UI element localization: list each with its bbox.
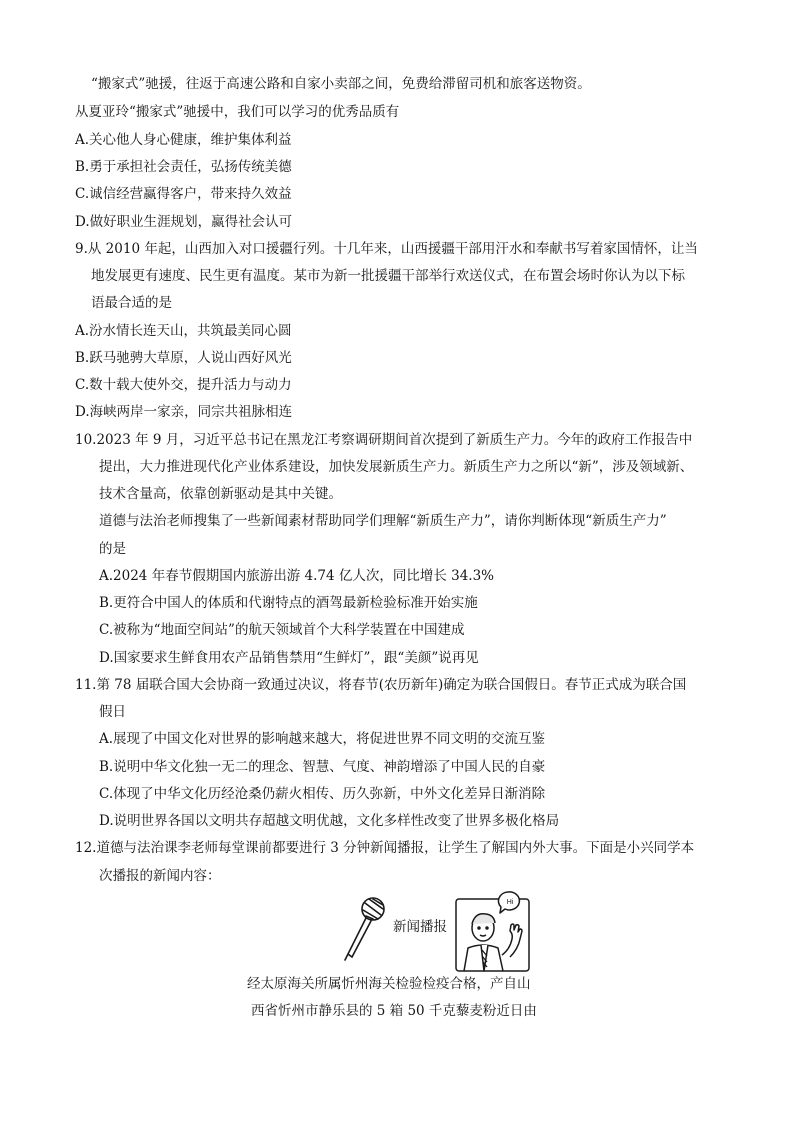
q12-news-line-2: 西省忻州市静乐县的 5 箱 50 千克藜麦粉近日由 <box>251 1003 537 1019</box>
news-broadcast-caption: 新闻播报 <box>393 919 447 935</box>
q11-option-d: D.说明世界各国以文明共存超越文明优越，文化多样性改变了世界多极化格局 <box>99 813 560 829</box>
q9-stem-line-3: 语最合适的是 <box>91 295 172 311</box>
q10-stem-line-4: 道德与法治老师搜集了一些新闻素材帮助同学们理解“新质生产力”，请你判断体现“新质生产力” <box>99 513 667 529</box>
q11-option-c: C.体现了中华文化历经沧桑仍薪火相传、历久弥新，中外文化差异日渐消除 <box>99 786 546 802</box>
q9-option-a: A.汾水情长连天山，共筑最美同心圆 <box>75 323 292 339</box>
q8-option-d: D.做好职业生涯规划，赢得社会认可 <box>75 214 293 230</box>
q8-option-a: A.关心他人身心健康，维护集体利益 <box>75 132 292 148</box>
reporter-screen-icon <box>456 892 529 971</box>
q9-option-b: B.跃马驰骋大草原，人说山西好风光 <box>75 350 292 366</box>
q11-option-a: A.展现了中国文化对世界的影响越来越大，将促进世界不同文明的交流互鉴 <box>99 731 546 747</box>
q10-stem-line-2: 提出，大力推进现代化产业体系建设，加快发展新质生产力。新质生产力之所以“新”，涉及领域新、 <box>99 459 694 475</box>
q11-option-b: B.说明中华文化独一无二的理念、智慧、气度、神韵增添了中国人民的自豪 <box>99 759 546 775</box>
q10-stem-line-5: 的是 <box>99 541 126 557</box>
q12-news-line-1: 经太原海关所属忻州海关检验检疫合格，产自山 <box>247 976 531 992</box>
q11-stem-line-1: 11.第 78 届联合国大会协商一致通过决议，将春节(农历新年)确定为联合国假日。春节正式成为联合国 <box>75 677 687 693</box>
q11-stem-line-2: 假日 <box>99 704 126 720</box>
q10-option-a: A.2024 年春节假期国内旅游出游 4.74 亿人次，同比增长 34.3% <box>99 568 495 584</box>
q9-option-d: D.海峡两岸一家亲，同宗共祖脉相连 <box>75 404 293 420</box>
microphone-icon <box>345 898 384 960</box>
q10-option-d: D.国家要求生鲜食用农产品销售禁用“生鲜灯”，跟“美颜”说再见 <box>99 650 479 666</box>
q10-option-b: B.更符合中国人的体质和代谢特点的酒驾最新检验标准开始实施 <box>99 595 478 611</box>
q10-option-c: C.被称为“地面空间站”的航天领域首个大科学装置在中国建成 <box>99 622 465 638</box>
q9-stem-line-1: 9.从 2010 年起，山西加入对口援疆行列。十几年来，山西援疆干部用汗水和奉献书写着家国情怀，让当 <box>75 241 698 257</box>
q9-option-c: C.数十载大使外交，提升活力与动力 <box>75 377 292 393</box>
q8-option-b: B.勇于承担社会责任，弘扬传统美德 <box>75 159 292 175</box>
q10-stem-line-1: 10.2023 年 9 月，习近平总书记在黑龙江考察调研期间首次提到了新质生产力。今年的政府工作报告中 <box>75 432 693 448</box>
q12-stem-line-1: 12.道德与法治课李老师每堂课前都要进行 3 分钟新闻播报，让学生了解国内外大事。下面是小兴同学本 <box>75 840 695 856</box>
q8-passage-end: “搬家式”驰援，往返于高速公路和自家小卖部之间，免费给滞留司机和旅客送物资。 <box>91 76 591 92</box>
q8-option-c: C.诚信经营赢得客户，带来持久效益 <box>75 186 292 202</box>
speech-bubble-text: Hi <box>506 899 514 906</box>
q8-stem: 从夏亚玲“搬家式”驰援中，我们可以学习的优秀品质有 <box>75 104 400 120</box>
q9-stem-line-2: 地发展更有速度、民生更有温度。某市为新一批援疆干部举行欢送仪式，在布置会场时你认为以下标 <box>91 268 685 284</box>
q10-stem-line-3: 技术含量高，依靠创新驱动是其中关键。 <box>99 486 342 502</box>
q12-stem-line-2: 次播报的新闻内容： <box>99 868 221 884</box>
